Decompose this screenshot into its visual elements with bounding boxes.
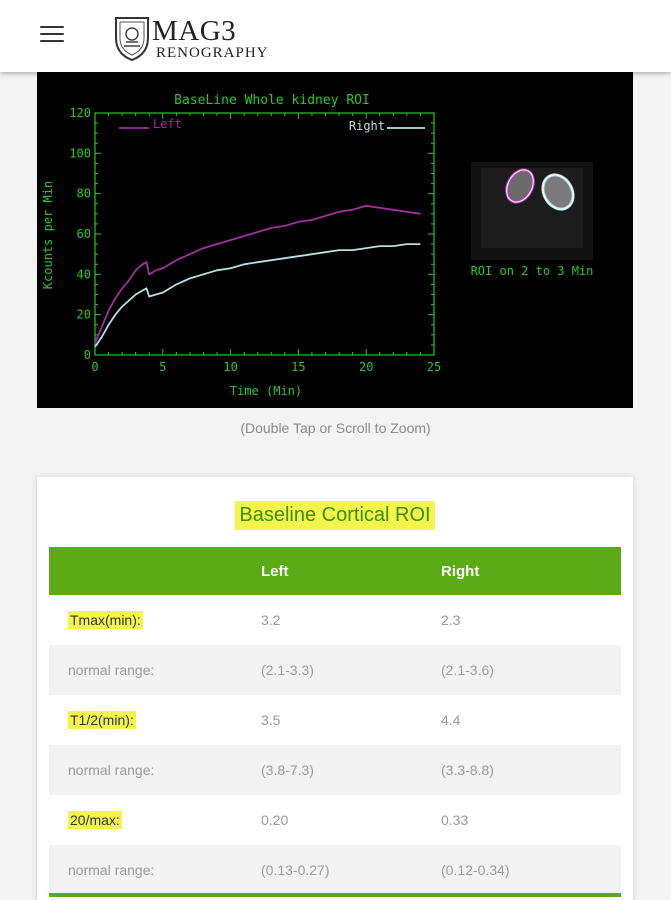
renogram-figure[interactable] (37, 72, 633, 408)
results-table (49, 547, 621, 895)
x-tick-label: 5 (159, 360, 167, 374)
left-value: 0.20 (261, 795, 441, 845)
row-label-cell (49, 595, 261, 645)
chart-legend (119, 117, 425, 133)
x-tick-label: 0 (91, 360, 99, 374)
x-axis-label: Time (Min) (229, 384, 303, 398)
x-tick-label: 25 (426, 360, 442, 374)
left-value: (2.1-3.3) (261, 645, 441, 695)
table-row (49, 745, 621, 795)
right-value: 2.3 (441, 595, 621, 645)
table-bottom-bar (49, 893, 621, 897)
chart-axes (69, 106, 441, 374)
row-label: 20/max: (70, 812, 120, 828)
y-axis-label: Kcounts per Min (41, 180, 55, 290)
right-value: 4.4 (441, 695, 621, 745)
right-value: 0.33 (441, 795, 621, 845)
legend-label-left: Left (153, 117, 182, 131)
left-value: 3.5 (261, 695, 441, 745)
legend-label-right: Right (348, 119, 385, 133)
y-tick-label: 60 (76, 227, 91, 241)
table-row (49, 645, 621, 695)
series-line-right (95, 244, 420, 347)
series-line-left (95, 206, 420, 343)
right-value: (3.3-8.8) (441, 745, 621, 795)
column-header-right: Right (441, 547, 621, 595)
left-value: 3.2 (261, 595, 441, 645)
chart-title: BaseLine Whole kidney ROI (174, 93, 370, 108)
logo-subtitle[interactable]: RENOGRAPHY (156, 45, 269, 61)
y-tick-label: 100 (69, 146, 91, 161)
plot-frame (95, 113, 434, 355)
table-row (49, 845, 621, 895)
y-tick-label: 0 (83, 348, 91, 362)
row-label: Tmax(min): (70, 612, 141, 628)
y-tick-label: 20 (76, 307, 91, 322)
table-row (49, 795, 621, 845)
table-row (49, 695, 621, 745)
row-label: normal range: (49, 645, 261, 695)
results-title: Baseline Cortical ROI (235, 501, 434, 530)
y-tick-label: 80 (76, 186, 91, 201)
app-header (0, 0, 671, 72)
zoom-hint: (Double Tap or Scroll to Zoom) (240, 420, 431, 436)
row-label: normal range: (49, 745, 261, 795)
hamburger-menu-icon[interactable] (40, 26, 64, 46)
crest-logo-icon[interactable] (112, 14, 152, 62)
y-tick-label: 40 (76, 267, 91, 282)
right-value: (0.12-0.34) (441, 845, 621, 895)
x-tick-label: 15 (291, 360, 306, 374)
chart-series (95, 206, 420, 347)
y-tick-label: 120 (69, 106, 91, 120)
row-label: normal range: (49, 845, 261, 895)
row-label-cell (49, 795, 261, 845)
right-value: (2.1-3.6) (441, 645, 621, 695)
column-header-left: Left (261, 547, 441, 595)
logo-title[interactable]: MAG3 (152, 15, 237, 47)
roi-image (471, 162, 593, 260)
results-card (37, 477, 633, 900)
table-row (49, 595, 621, 645)
x-tick-label: 10 (223, 360, 238, 374)
x-tick-label: 20 (358, 360, 374, 374)
left-value: (3.8-7.3) (261, 745, 441, 795)
row-label: T1/2(min): (70, 712, 134, 728)
renogram-chart (37, 72, 633, 408)
results-title-wrap (37, 501, 633, 530)
left-value: (0.13-0.27) (261, 845, 441, 895)
column-header-label (49, 547, 261, 595)
roi-image-caption: ROI on 2 to 3 Min (470, 264, 594, 278)
row-label-cell (49, 695, 261, 745)
table-header-row (49, 547, 621, 595)
